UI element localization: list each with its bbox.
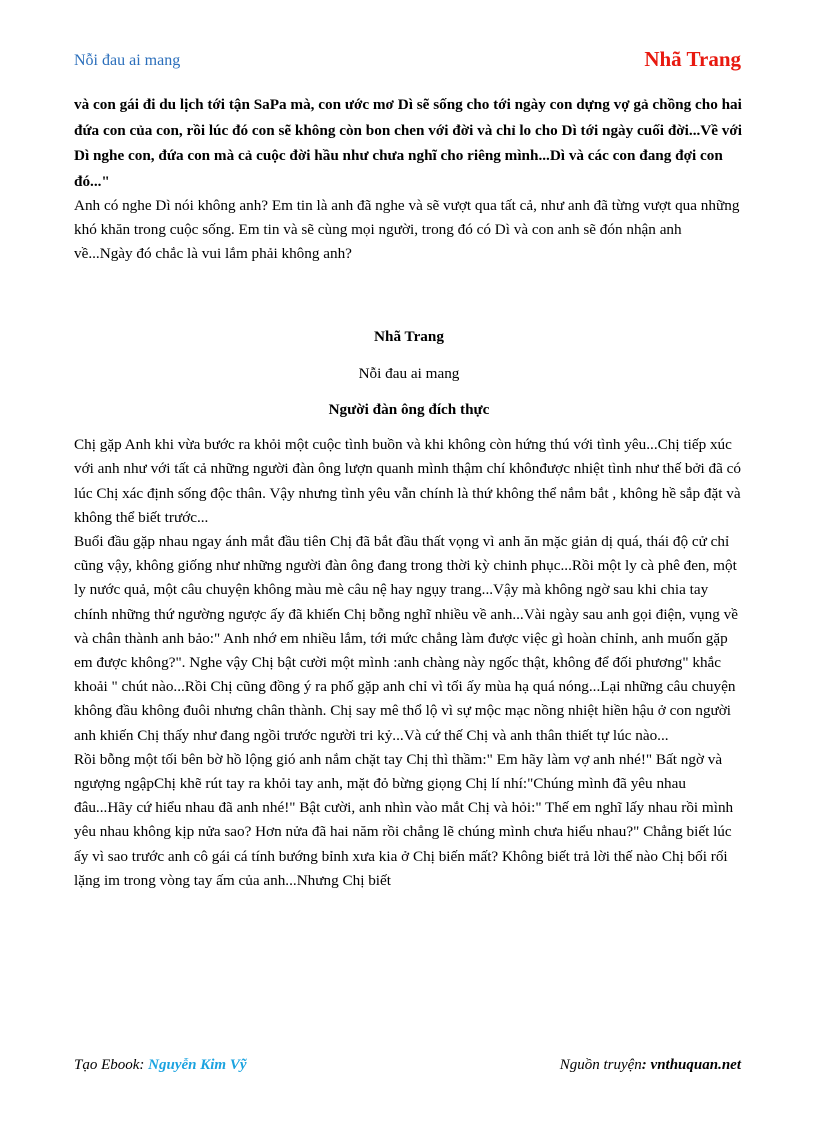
header-collection-title: Nỗi đau ai mang [74, 52, 181, 69]
paragraph: Buổi đầu gặp nhau ngay ánh mắt đầu tiên Chị đã bắt đầu thất vọng vì anh ăn mặc giản dị quá, thái độ cử chỉ cũng vậy, không giống như những người đàn ông đang trong thời kỳ chinh phục...Rồi một ly cà phê đen, một ly nước quả, một câu chuyện không màu mè câu nệ hay ngụy trang...Vậy mà không ngờ sau khi chia tay chính những thứ ngường ngược ấy đã khiến Chị bỗng nghĩ nhiều về anh...Vài ngày sau anh gọi điện, vụng về và chân thành anh bảo:" Anh nhớ em nhiều lắm, tới mức chẳng làm được việc gì hoàn chỉnh, anh muốn gặp em được không?". Nghe vậy Chị bật cười một mình :anh chàng này ngốc thật, không để đối phương" khắc khoải " chút nào...Rồi Chị cũng đồng ý ra phố gặp anh chỉ vì tối ấy mùa hạ quá nóng...Lại những câu chuyện không đầu không đuôi nhưng chân thành. Chị say mê thổ lộ vì sự mộc mạc nồng nhiệt hiền hậu ở con người anh khiến Chị thấy như đang ngồi trước người tri kỷ...Và cứ thế Chị và anh thân thiết tự lúc nào... [74, 533, 738, 744]
section-spacer [74, 267, 744, 325]
story-collection: Nỗi đau ai mang [358, 364, 460, 382]
page-content [74, 92, 744, 893]
paragraph-continued-bold: và con gái đi du lịch tới tận SaPa mà, con ước mơ Dì sẽ sống cho tới ngày con dựng vợ gả chồng cho hai đứa con của con, rồi lúc đó con sẽ không còn bon chen với đời và chỉ lo cho Dì tới ngày cuối đời...Về với Dì nghe con, đứa con mà cả cuộc đời hầu như chưa nghĩ cho riêng mình...Dì và các con đang đợi con đó..." [74, 96, 743, 190]
footer-ebook-separator: : [139, 1057, 149, 1073]
paragraph: Anh có nghe Dì nói không anh? Em tin là anh đã nghe và sẽ vượt qua tất cả, như anh đã từng vượt qua những khó khăn trong cuộc sống. Em tin và sẽ cùng mọi người, trong đó có Dì và con anh sẽ đón nhận anh về...Ngày đó chắc là vui lắm phải không anh? [74, 197, 740, 263]
header-author: Nhã Trang [644, 47, 741, 71]
footer-source-label: Nguồn truyện [559, 1057, 642, 1073]
footer-ebook-name: Nguyễn Kim Vỹ [148, 1057, 247, 1073]
story-title: Người đàn ông đích thực [328, 401, 490, 419]
paragraph: Rồi bỗng một tối bên bờ hồ lộng gió anh nắm chặt tay Chị thì thầm:" Em hãy làm vợ anh nhé!" Bất ngờ và ngượng ngậpChị khẽ rút tay ra khỏi tay anh, mặt đỏ bừng giọng Chị lí nhí:"Chúng mình đã yêu nhau đâu...Hãy cứ hiểu nhau đã anh nhé!" Bật cười, anh nhìn vào mắt Chị và hỏi:" Thế em nghĩ lấy nhau rồi mình yêu nhau không kịp nửa sao? Hơn nửa đã hai năm rồi chẳng lẽ chúng mình chưa hiểu nhau?" Chẳng biết lúc ấy vì sao trước anh cô gái cá tính bướng bỉnh xưa kia ở Chị biến mất? Không biết trả lời thế nào Chị bối rối lặng im trong vòng tay ấm của anh...Nhưng Chị biết [74, 750, 734, 889]
footer-ebook-label: Tạo Ebook [74, 1057, 140, 1073]
footer-ebook-credit [74, 1057, 247, 1074]
footer-source-credit [560, 1057, 741, 1074]
paragraph: Chị gặp Anh khi vừa bước ra khỏi một cuộc tình buồn và khi không còn hứng thú với tình yêu...Chị tiếp xúc với anh như với tất cả những người đàn ông lượn quanh mình thậm chí khônđược nhiệt tình như thế bởi đã có lúc Chị xác định sống độc thân. Vậy nhưng tình yêu vẫn chính là thứ không thể nắm bắt , không hề sắp đặt và không thể biết trước... [74, 436, 742, 526]
story-author: Nhã Trang [374, 327, 444, 345]
footer-source-site: vnthuquan.net [650, 1057, 741, 1073]
footer-source-separator: : [641, 1057, 651, 1073]
